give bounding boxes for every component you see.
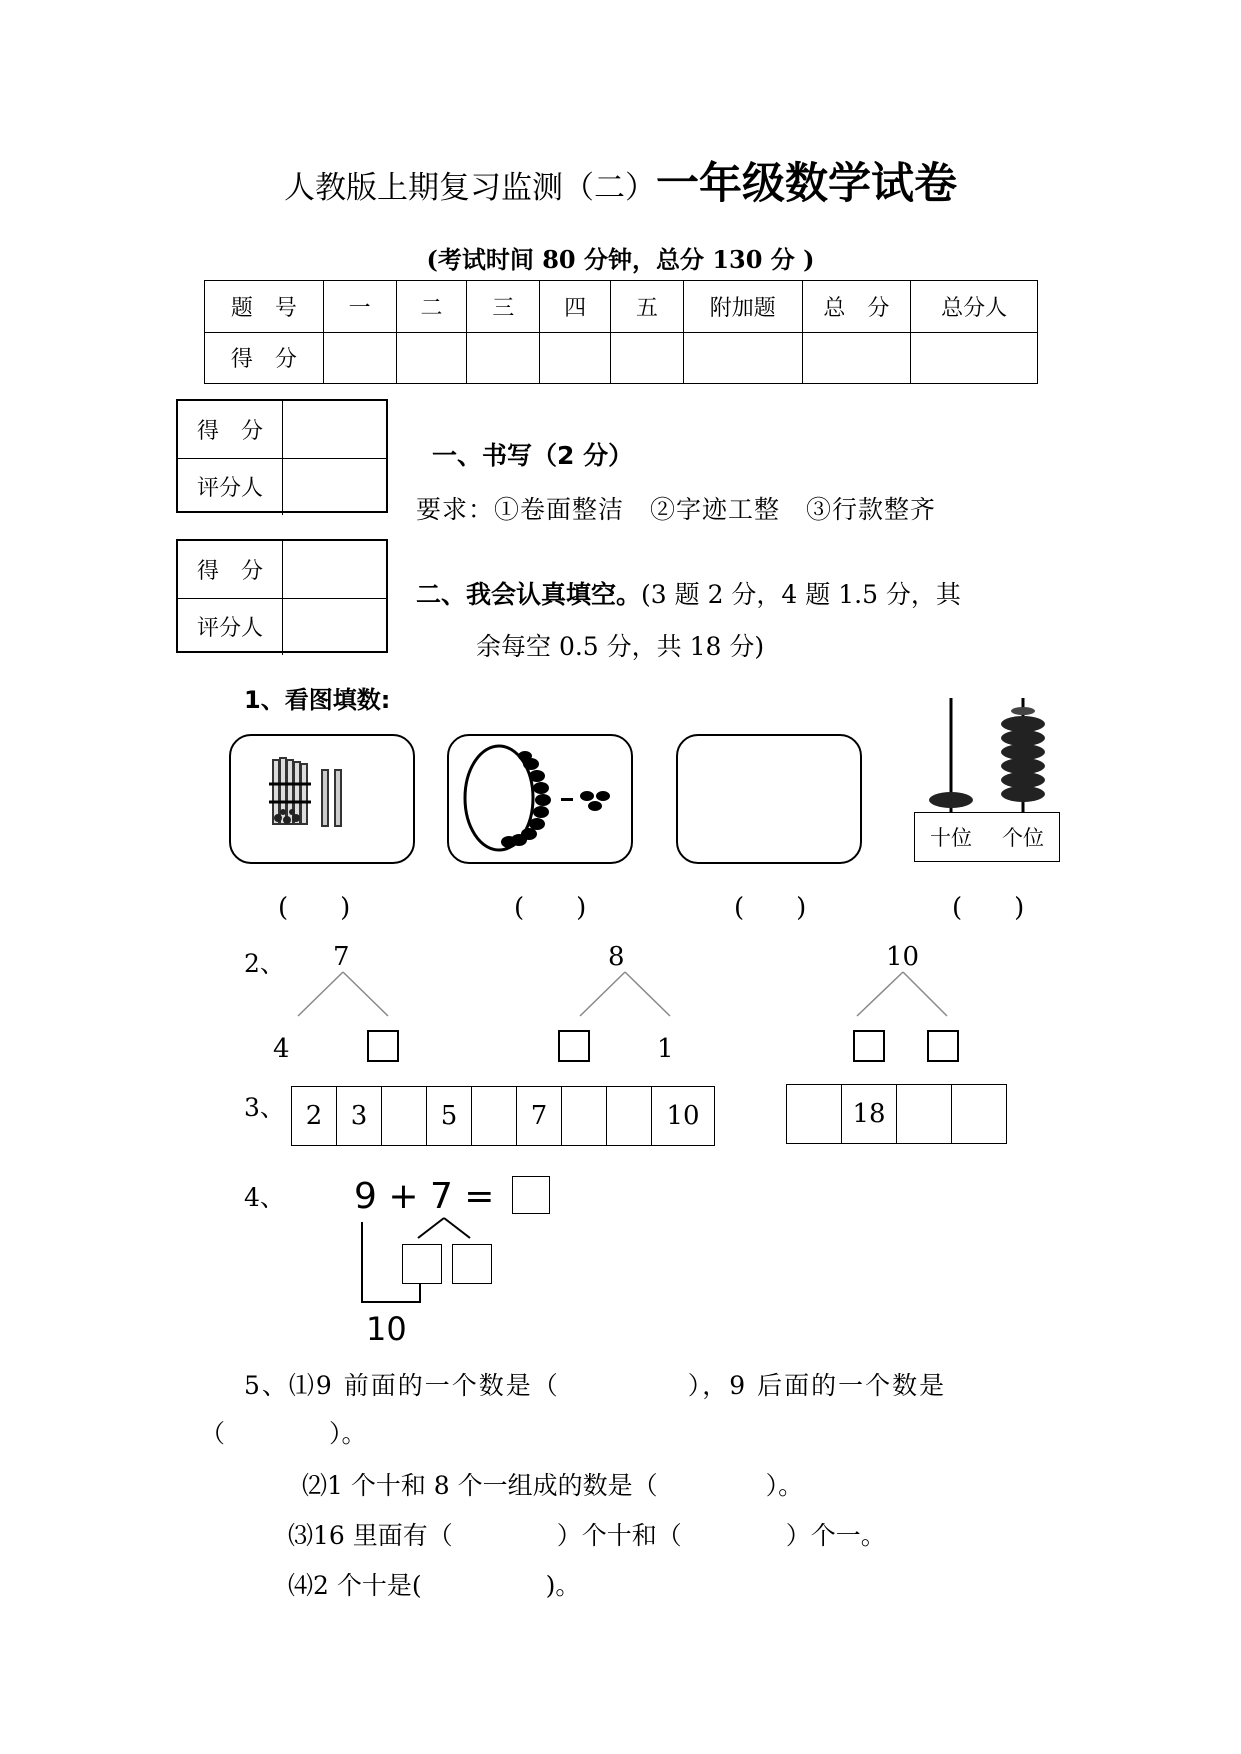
col-1: 一 <box>323 281 396 333</box>
q5-part2: ⑵1 个十和 8 个一组成的数是（ ）。 <box>302 1471 804 1500</box>
q3-label: 3、 <box>244 1093 285 1122</box>
bond3-left-box[interactable] <box>853 1030 885 1062</box>
q4-label: 4、 <box>244 1183 285 1212</box>
beads-ring-icon <box>449 736 631 862</box>
abacus-ones-label: 个位 <box>1002 826 1044 850</box>
seq1-blank[interactable] <box>607 1087 652 1146</box>
section2-title-rest: (3 题 2 分，4 题 1.5 分，其 <box>641 580 961 609</box>
col-3: 三 <box>467 281 540 333</box>
seq2-blank[interactable] <box>952 1085 1007 1144</box>
q1-label: 1、看图填数: <box>244 686 391 714</box>
bond2-left-box[interactable] <box>558 1030 590 1062</box>
col-5: 五 <box>611 281 684 333</box>
abacus-tens-label: 十位 <box>930 826 972 850</box>
seq1-cell: 2 <box>292 1087 337 1146</box>
bond1-top: 7 <box>333 942 350 972</box>
q4-split-box-2[interactable] <box>452 1244 492 1284</box>
seq1-cell: 10 <box>652 1087 715 1146</box>
sticks-bundle-icon <box>231 736 413 862</box>
score-table <box>204 280 1038 384</box>
col-2: 二 <box>396 281 467 333</box>
section1-requirement: 要求：①卷面整洁 ②字迹工整 ③行款整齐 <box>416 495 937 524</box>
seq2-blank[interactable] <box>787 1085 842 1144</box>
q4-split-box-1[interactable] <box>402 1244 442 1284</box>
col-total: 总 分 <box>802 281 911 333</box>
grader-box-section2 <box>176 539 388 653</box>
seq1-blank[interactable] <box>472 1087 517 1146</box>
q5-part3: ⑶16 里面有（ ）个十和（ ）个一。 <box>288 1521 886 1550</box>
grader-box-section1 <box>176 399 388 513</box>
bond2-top: 8 <box>608 942 625 972</box>
bond3-top: 10 <box>886 942 920 972</box>
picture-box-sticks <box>229 734 415 864</box>
score-cell[interactable] <box>396 332 467 384</box>
section2-title-line2: 余每空 0.5 分，共 18 分) <box>476 632 765 661</box>
grader-name-label: 评分人 <box>178 458 283 515</box>
answer-paren-4[interactable]: ( ) <box>952 893 1025 923</box>
section2-title <box>416 575 961 611</box>
score-table-header-row <box>205 281 1038 333</box>
seq2-blank[interactable] <box>897 1085 952 1144</box>
seq1-cell: 3 <box>337 1087 382 1146</box>
q2-label: 2、 <box>244 949 285 978</box>
q5-part1-line1: 5、⑴9 前面的一个数是（ ），9 后面的一个数是 <box>244 1371 947 1400</box>
seq2-cell: 18 <box>842 1085 897 1144</box>
number-sequence-2 <box>786 1084 1007 1144</box>
score-cell[interactable] <box>683 332 802 384</box>
seq1-cell: 7 <box>517 1087 562 1146</box>
col-question-no: 题 号 <box>205 281 324 333</box>
picture-box-empty <box>676 734 862 864</box>
grader-score-label: 得 分 <box>178 541 283 598</box>
title-prefix: 人教版上期复习监测（二） <box>284 170 656 206</box>
seq1-cell: 5 <box>427 1087 472 1146</box>
col-4: 四 <box>540 281 611 333</box>
score-row-label: 得 分 <box>205 332 324 384</box>
score-cell[interactable] <box>911 332 1038 384</box>
grader-name-label: 评分人 <box>178 598 283 655</box>
bond2-right: 1 <box>657 1034 674 1064</box>
picture-box-beads-ring <box>447 734 633 864</box>
answer-paren-2[interactable]: ( ) <box>514 893 587 923</box>
col-total-grader: 总分人 <box>911 281 1038 333</box>
section2-title-bold: 二、我会认真填空。 <box>416 580 642 609</box>
bond3-right-box[interactable] <box>927 1030 959 1062</box>
number-bond-lines <box>0 970 1241 1030</box>
seq1-blank[interactable] <box>562 1087 607 1146</box>
abacus <box>914 694 1060 862</box>
col-extra: 附加题 <box>683 281 802 333</box>
score-cell[interactable] <box>323 332 396 384</box>
abacus-icon <box>914 694 1060 814</box>
number-sequence-1 <box>291 1086 715 1146</box>
answer-paren-1[interactable]: ( ) <box>278 893 351 923</box>
score-cell[interactable] <box>540 332 611 384</box>
score-cell[interactable] <box>802 332 911 384</box>
bond1-right-box[interactable] <box>367 1030 399 1062</box>
page-title <box>0 150 1241 211</box>
q5-part1-line2: （ ）。 <box>200 1419 367 1448</box>
grader-score-label: 得 分 <box>178 401 283 458</box>
q4-ten: 10 <box>366 1310 407 1348</box>
exam-info: (考试时间 80 分钟，总分 130 分 ) <box>426 245 815 274</box>
q4-answer-box[interactable] <box>512 1176 550 1214</box>
title-main: 一年级数学试卷 <box>656 159 957 209</box>
score-table-score-row <box>205 332 1038 384</box>
seq1-blank[interactable] <box>382 1087 427 1146</box>
score-cell[interactable] <box>467 332 540 384</box>
score-cell[interactable] <box>611 332 684 384</box>
abacus-place-values <box>914 812 1060 862</box>
answer-paren-3[interactable]: ( ) <box>734 893 807 923</box>
bond1-left: 4 <box>273 1034 290 1064</box>
q5-part4: ⑷2 个十是( )。 <box>288 1571 581 1600</box>
q4-equation: 9 + 7 = <box>354 1176 495 1217</box>
section1-title: 一、书写（2 分） <box>432 441 634 470</box>
